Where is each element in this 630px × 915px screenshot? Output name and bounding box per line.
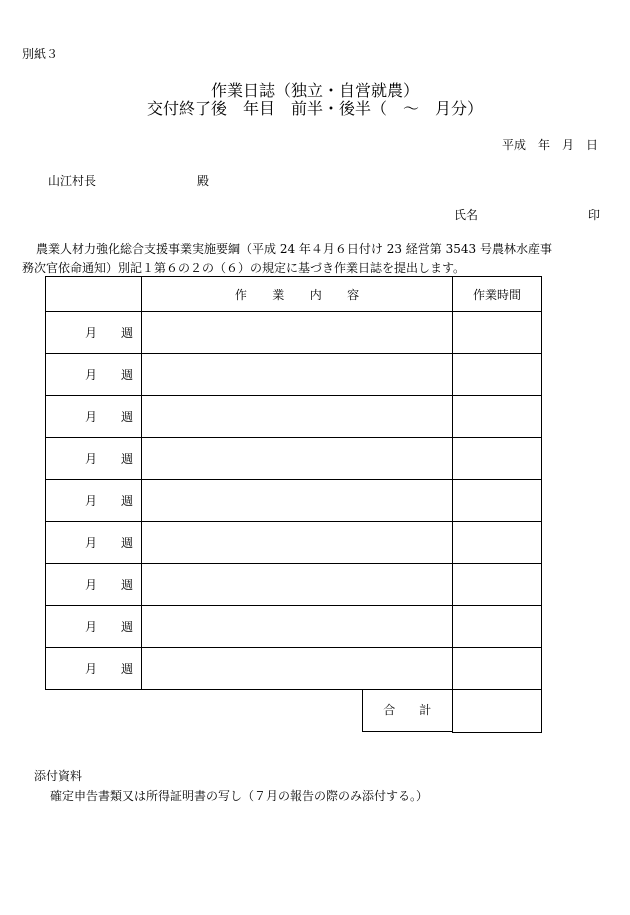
work-hours-cell[interactable] bbox=[453, 606, 542, 648]
attachments-item: 確定申告書類又は所得証明書の写し（７月の報告の際のみ添付する。） bbox=[50, 789, 429, 803]
body-text-line-1: 農業人材力強化総合支援事業実施要綱（平成 24 年４月６日付け 23 経営第 3543 号農林水産事 bbox=[36, 242, 552, 256]
week-cell: 月 週 bbox=[46, 564, 142, 606]
work-hours-cell[interactable] bbox=[453, 564, 542, 606]
table-row bbox=[46, 564, 542, 606]
work-hours-cell[interactable] bbox=[453, 438, 542, 480]
table-row bbox=[46, 438, 542, 480]
work-hours-cell[interactable] bbox=[453, 312, 542, 354]
week-cell: 月 週 bbox=[46, 606, 142, 648]
work-content-cell[interactable] bbox=[142, 648, 453, 690]
document-title: 作業日誌（独立・自営就農） bbox=[210, 81, 419, 100]
work-content-cell[interactable] bbox=[142, 438, 453, 480]
week-cell: 月 週 bbox=[46, 354, 142, 396]
total-spacer bbox=[46, 690, 142, 733]
table-header-row bbox=[46, 277, 542, 312]
table-row bbox=[46, 480, 542, 522]
table-row bbox=[46, 606, 542, 648]
date-line: 平成 年 月 日 bbox=[501, 138, 598, 152]
work-content-cell[interactable] bbox=[142, 480, 453, 522]
table-row bbox=[46, 648, 542, 690]
table-row bbox=[46, 354, 542, 396]
work-content-cell[interactable] bbox=[142, 354, 453, 396]
work-hours-cell[interactable] bbox=[453, 354, 542, 396]
header-week-cell bbox=[46, 277, 142, 312]
work-content-cell[interactable] bbox=[142, 564, 453, 606]
total-label bbox=[142, 690, 453, 733]
total-row bbox=[46, 690, 542, 733]
week-cell: 月 週 bbox=[46, 438, 142, 480]
week-cell: 月 週 bbox=[46, 480, 142, 522]
week-cell: 月 週 bbox=[46, 522, 142, 564]
work-content-cell[interactable] bbox=[142, 522, 453, 564]
total-hours-cell[interactable] bbox=[453, 690, 542, 733]
work-hours-cell[interactable] bbox=[453, 396, 542, 438]
work-hours-cell[interactable] bbox=[453, 648, 542, 690]
table-row bbox=[46, 312, 542, 354]
body-text-line-2: 務次官依命通知）別記１第６の２の（６）の規定に基づき作業日誌を提出します。 bbox=[22, 261, 466, 275]
week-cell: 月 週 bbox=[46, 312, 142, 354]
work-log-table bbox=[45, 276, 542, 733]
header-work-content-label: 作 業 内 容 bbox=[234, 287, 370, 302]
week-cell: 月 週 bbox=[46, 396, 142, 438]
table-row bbox=[46, 522, 542, 564]
work-content-cell[interactable] bbox=[142, 312, 453, 354]
honorific: 殿 bbox=[197, 174, 210, 188]
work-content-cell[interactable] bbox=[142, 396, 453, 438]
work-hours-cell[interactable] bbox=[453, 480, 542, 522]
name-label: 氏名 bbox=[454, 208, 479, 222]
attachments-title: 添付資料 bbox=[34, 769, 83, 783]
annex-label: 別紙３ bbox=[22, 47, 59, 61]
recipient: 山江村長 bbox=[48, 174, 97, 188]
work-hours-cell[interactable] bbox=[453, 522, 542, 564]
header-work-content bbox=[142, 277, 453, 312]
total-label-box: 合 計 bbox=[362, 690, 453, 732]
header-work-hours: 作業時間 bbox=[453, 277, 542, 312]
table-row bbox=[46, 396, 542, 438]
week-cell: 月 週 bbox=[46, 648, 142, 690]
seal-label: 印 bbox=[587, 208, 600, 222]
document-subtitle: 交付終了後 年目 前半・後半（ ～ 月分） bbox=[146, 99, 483, 118]
work-content-cell[interactable] bbox=[142, 606, 453, 648]
